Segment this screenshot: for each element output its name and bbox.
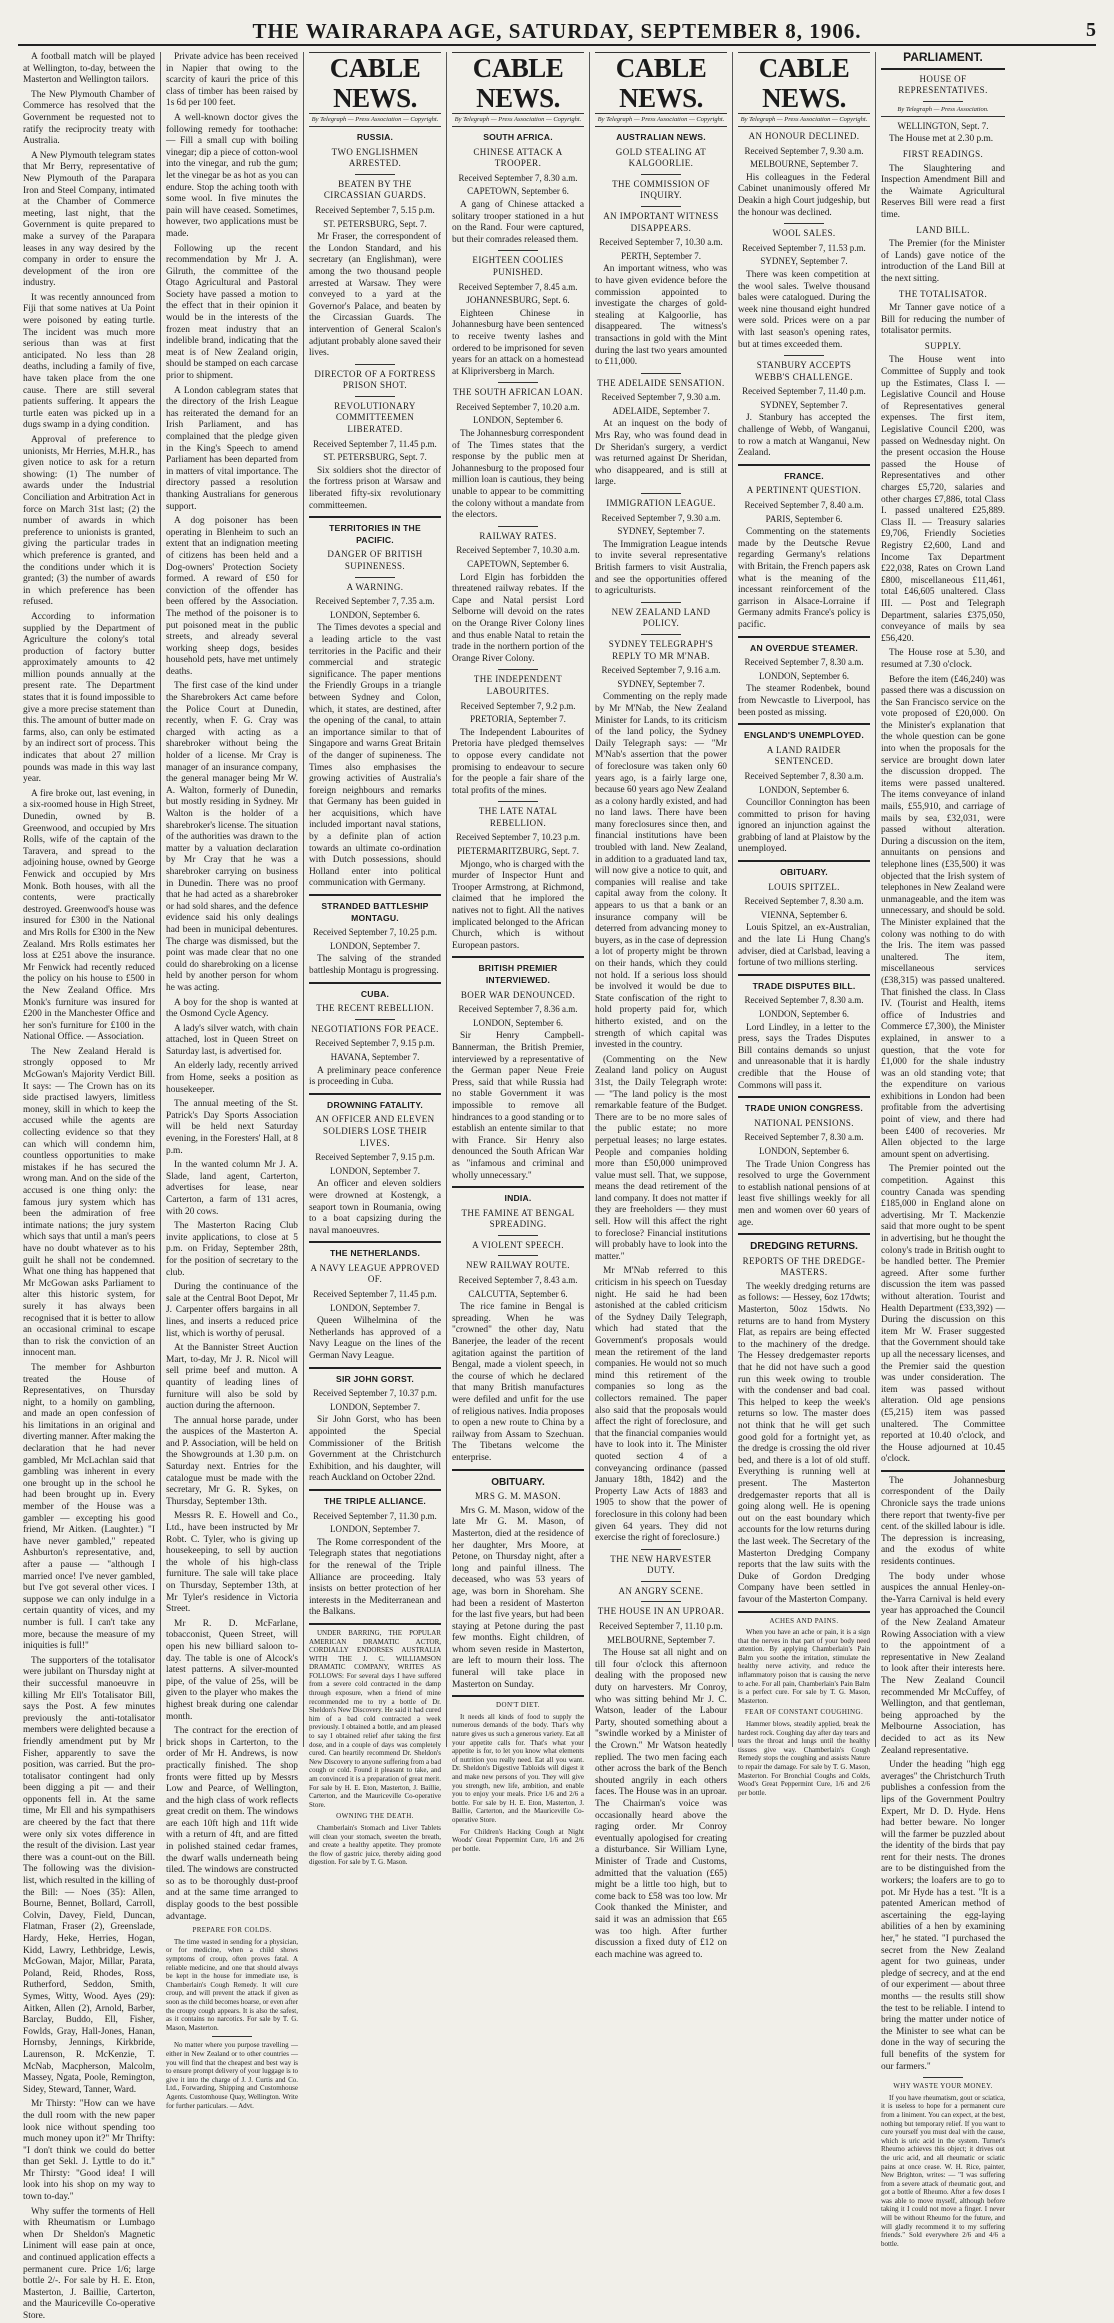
subheading: THE NEW HARVESTER DUTY. bbox=[610, 1553, 712, 1576]
paragraph: At the Bannister Street Auction Mart, to-day, Mr J. R. Nicol will sell prime beef and mutton. A quantity of leading lines of furniture will also be sold by auction during the afternoon. bbox=[166, 1343, 298, 1412]
paragraph: Queen Wilhelmina of the Netherlands has approved of a Navy League on the lines of the German Navy League. bbox=[309, 1316, 441, 1362]
columns bbox=[18, 50, 1096, 2321]
divider bbox=[498, 801, 538, 802]
subheading: LOUIS SPITZEL. bbox=[768, 881, 840, 892]
paragraph: (Commenting on the New Zealand land policy on August 31st, the Daily Telegraph wrote: — "The land policy is the most remarkable feature of the Budget. There are to be no more sales of the public estate; no more perpetual leases; no large estates. People and companies holding more than £50,000 unimproved value must sell. That, we suppose, means the dead retirement of the land company. It does not matter if they are freeholders — they must sell. How will this affect the right to foreclose? Financial institutions will probably have to look into the matter." bbox=[595, 1054, 727, 1262]
dateline: HAVANA, September 7. bbox=[330, 1051, 420, 1062]
divider bbox=[738, 464, 870, 466]
column-1 bbox=[18, 52, 161, 2321]
advertisement: Hammer blows, steadily applied, break the hardest rock. Coughing day after day tears and tears the throat and lungs until the healthy tissues give way. Chamberlain's Cough Remedy stops the coughing and assists Nature to repair the damage. For sale by T. G. Mason, Masterton. For Bronchial Coughs and Colds, Wood's Great Peppermint Cure, 1/6 and 2/6 per bottle. bbox=[738, 1720, 870, 1797]
masthead-title: THE WAIRARAPA AGE, SATURDAY, SEPTEMBER 8, 1906. bbox=[252, 19, 862, 43]
divider bbox=[452, 1469, 584, 1471]
column-4 bbox=[447, 52, 590, 1853]
divider bbox=[641, 1549, 681, 1550]
divider bbox=[452, 956, 584, 958]
divider bbox=[641, 373, 681, 374]
section-heading: BRITISH PREMIER INTERVIEWED. bbox=[478, 963, 558, 985]
divider bbox=[498, 250, 538, 251]
received-line: Received September 7, 10.30 a.m. bbox=[599, 237, 723, 248]
paragraph: The weekly dredging returns are as follows: — Hessey, 6oz 17dwts; Masterton, 50oz 15dwts. No returns are to hand from Mystery Flat, as repairs are being effected to the machinery of the dredge. The Hessey dredgemaster reports that he did not have such a good run this week owing to trouble with the condenser and bad coal. This helped to keep the week's returns so low. The master does not think that he will get such good gold for a fortnight yet, as the dredge is crossing the old river bed, and there is a lot of old stuff. Everything is running well at present. The Masterton dredgemaster reports that all is going along well. He is opening out on the east boundary which accounts for the low returns during the last week. The Secretary of the Masterton Dredging Company reports that the law suits with the Duke of Gordon Dredging Company have been settled in favour of the Masterton Company. bbox=[738, 1281, 870, 1605]
received-line: Received September 7, 8.30 a.m. bbox=[744, 896, 864, 907]
subheading: A PERTINENT QUESTION. bbox=[746, 485, 862, 496]
divider bbox=[498, 1235, 538, 1236]
paragraph: A New Plymouth telegram states that Mr Berry, representative of New Plymouth of the Parapara Iron and Steel Company, intimated at the Chamber of Commerce meeting, last night, that the Government is quite prepared to make a survey of the Parapara leases in any way desired by the company in order to ensure the development of the iron ore industry. bbox=[23, 150, 155, 289]
page-number: 5 bbox=[1086, 19, 1096, 41]
divider bbox=[738, 636, 870, 638]
received-line: Received September 7, 8.40 a.m. bbox=[744, 500, 864, 511]
paragraph: Messrs R. E. Howell and Co., Ltd., have been instructed by Mr Robt. C. Tyler, who is giving up housekeeping, to sell by auction the whole of his high-class furniture. The sale will take place on Thursday, September 13th, at Mr Tyler's residence in Victoria Street. bbox=[166, 1511, 298, 1615]
subheading: SYDNEY TELEGRAPH'S REPLY TO MR M'NAB. bbox=[608, 638, 714, 661]
dateline: LONDON, September 7. bbox=[330, 1524, 420, 1535]
section-heading: OBITUARY. bbox=[491, 1476, 545, 1488]
dateline: LONDON, September 6. bbox=[473, 1017, 563, 1028]
byline: By Telegraph — Press Association — Copyright. bbox=[309, 116, 441, 127]
section-heading: DREDGING RETURNS. bbox=[750, 1241, 858, 1253]
column-7 bbox=[876, 50, 1010, 2248]
paragraph: Commenting on the reply made by Mr M'Nab, the New Zealand Minister for Lands, to its criticism of the land policy, the Sydney Daily Telegraph says: — "Mr M'Nab's assertion that the power of foreclosure was taken only 60 years ago, is a fairly large one, because 60 years ago New Zealand as a colony hardly existed, and had no land laws. There have been many foreclosures since then, and financial institutions have been troubled with land. New Zealand, in addition to a graduated land tax, will now give a notice to quit, and companies will realise and take capital away from the colony. It appears to us that a bank or an insurance company will be deterred from advancing money to buyers, as in the case of depression a lot of property might be thrown on their hands, which they could not hold. If a serious loss should be involved it would be due to State confiscation of the right to hold property paid for, which hitherto existed, and on the strength of which capital was invested in the country. bbox=[595, 692, 727, 1051]
subheading: IMMIGRATION LEAGUE. bbox=[606, 498, 716, 509]
divider bbox=[881, 68, 1005, 70]
column-2 bbox=[161, 52, 304, 2110]
subheading: THE TOTALISATOR. bbox=[898, 288, 988, 299]
dateline: JOHANNESBURG, Sept. 6. bbox=[466, 295, 570, 306]
paragraph: His colleagues in the Federal Cabinet unanimously offered Mr Deakin a high Court judgeship, but the honour was declined. bbox=[738, 172, 870, 218]
paragraph: Mr Fraser, the correspondent of the London Standard, and his secretary (an Englishman), were among the two thousand people arrested at Warsaw. They were conveyed to a yard at the Governor's Palace, and beaten by the Circassian Guards. The intervention of General Scalon's adjutant probably alone saved their lives. bbox=[309, 232, 441, 359]
advertisement: No matter where you purpose travelling — either in New Zealand or to other countries — you will find that the cheapest and best way is to ensure prompt delivery of your luggage is to give it into the charge of J. J. Curtis and Co. Ltd., Forwarding, Shipping and Customhouse Agents. Customhouse Quay, Wellington. Write for further particulars. — Advt. bbox=[166, 2041, 298, 2110]
received-line: Received September 7, 5.15 p.m. bbox=[315, 204, 435, 215]
section-heading: PARLIAMENT. bbox=[903, 50, 983, 64]
received-line: Received September 7, 8.30 a.m. bbox=[744, 995, 864, 1006]
dateline: PRETORIA, September 7. bbox=[470, 714, 566, 725]
section-heading: SIR JOHN GORST. bbox=[336, 1373, 414, 1384]
received-line: Received September 7, 10.37 p.m. bbox=[313, 1388, 437, 1399]
paragraph: Mr M'Nab referred to this criticism in his speech on Tuesday night. He said he had been astonished at the cabled criticism of the Sydney Daily Telegraph, which had stated that the Government's proposals would mean the retirement of the land companies. He would not so much mind this retirement of the companies so long as the collectors remained. The paper also said that the proposals would affect the right of foreclosure, and that the financial companies would have to look into it. The Minister quoted section 4 of a conveyancing ordinance (passed January 18th, 1842) and the Property Law Acts of 1883 and 1905 to show that the power of foreclosure in this colony had been given 64 years. They did not exercise the right of foreclosure.) bbox=[595, 1266, 727, 1544]
dateline: VIENNA, September 6. bbox=[760, 909, 848, 920]
subheading: AN IMPORTANT WITNESS DISAPPEARS. bbox=[603, 210, 719, 233]
divider bbox=[641, 1601, 681, 1602]
dateline: LONDON, September 7. bbox=[330, 1401, 420, 1412]
advertisement: It needs all kinds of food to supply the numerous demands of the body. That's why nature gives us such a generous variety. Eat all your appetite calls for. That's what your appetite is for, to let you know what elements of nutrition you really need. Eat all you want. Dr. Sheldon's Digestive Tabloids will digest it and make new persons of you. They will give you strength, new life, ambition, and enable you to enjoy your meals. Price 1/6 and 2/6 a bottle. For sale by H. E. Eton, Masterton, J. Baillie, Carterton, and the Mauriceville Co-operative Store. bbox=[452, 1712, 584, 1824]
paragraph: Before the item (£46,240) was passed there was a discussion on the San Francisco service on the vote proposed of £20,000. On the Minister's explanation that the whole question can be gone into when the proposals for the service are brought down later the discussion dropped. The items were passed unaltered. The items conveyance of inland mails, £55,910, and carriage of mails by sea, £32,031, were passed without alteration. During a discussion on the item, annuitants on pensions and telephone lines (£35,500) it was objected that the Irish system of telephones in New Zealand were unmanageable, and the item was unnecessary, and should be sold. The Minister explained that the colony was nothing to do with the Iris. The item was passed unaltered. The item, miscellaneous services (£38,315) was passed unaltered. That finished the class. In Class IV. (Tourist and Health, items office of Industries and Commerce £7,300), the Minister explained, in answer to a question, that the vote for £1,000 for the shale industry was an old standing vote; that the expenditure on various exhibitions in London had been profitable from the advertising point of view, and there had been £400 of recoveries. Mr Allen objected to the large amount spent on advertising. bbox=[881, 674, 1005, 1160]
dateline: ST. PETERSBURG, Sept. 7. bbox=[323, 218, 427, 229]
divider bbox=[498, 382, 538, 383]
paragraph: An elderly lady, recently arrived from Home, seeks a position as housekeeper. bbox=[166, 1061, 298, 1095]
paragraph: The Immigration League intends to invite several representative British farmers to visit Australia, and see the opportunities offered to agriculturists. bbox=[595, 539, 727, 597]
paragraph: Sir John Gorst, who has been appointed the Special Commissioner of the British Government at the Christchurch Exhibition, and his daughter, will reach Auckland on October 22nd. bbox=[309, 1415, 441, 1484]
paragraph: According to information supplied by the Department of Agriculture the colony's total production of factory butter approximately amounts to 42 million pounds annually at the present rate. The Department states that it is found impossible to give a more precise statement than this. The amount of butter made on farms, also, can only be estimated by an indirect sort of process. This indicates that about 27 million pounds was made in this way last year. bbox=[23, 611, 155, 785]
subheading: TWO ENGLISHMEN ARRESTED. bbox=[331, 146, 419, 169]
subheading: AN HONOUR DECLINED. bbox=[748, 131, 860, 141]
subheading: NEGOTIATIONS FOR PEACE. bbox=[311, 1023, 439, 1034]
subheading: DANGER OF BRITISH SUPINENESS. bbox=[327, 549, 423, 571]
subheading: FIRST READINGS. bbox=[902, 148, 984, 159]
subheading: THE SOUTH AFRICAN LOAN. bbox=[453, 387, 583, 398]
paragraph: A dog poisoner has been operating in Blenheim to such an extent that an indignation meeting of citizens has been held and a Dog-owners' Protection Society formed. A reward of £50 for conviction of the offender has been offered by the Association. The method of the poisoner is to put poisoned meat in the public streets, and already several working sheep dogs, besides household pets, have met untimely deaths. bbox=[166, 516, 298, 677]
divider bbox=[212, 2036, 252, 2037]
paragraph: The contract for the erection of brick shops in Carterton, to the order of Mr H. Andrews, is now practically finished. The shop fronts were fitted up by Messrs Low and Pearce, of Wellington, and the high class of work reflects great credit on them. The windows are each 10ft high and 11ft wide with a return of 4ft, and are fitted in polished stained cedar frames, the dwarf walls underneath being tiled. The windows are constructed so as to be thoroughly dust-proof and at the same time arranged to display goods to the best possible advantage. bbox=[166, 1726, 298, 1922]
dateline: MELBOURNE, September 7. bbox=[750, 159, 858, 170]
advertisement: If you have rheumatism, gout or sciatica, it is useless to hope for a permanent cure from a liniment. You can expect, at the best, nothing but temporary relief. If you want to cure yourself you must deal with the cause, which is uric acid in the system. Turner's Rheumo achieves this object; it drives out the uric acid, and all rheumatic or sciatic pains at once cease. W. H. Rice, painter, New Brighton, writes: — "I was suffering from a severe attack of rheumatic gout, and got a bottle of Rheumo. After a few doses I was able to move myself, although before taking it I could not move a finger. I never will be without Rheumo for the future, and will gladly recommend it to my suffering friends." Sold everywhere 2/6 and 4/6 a bottle. bbox=[881, 2093, 1005, 2248]
paragraph: The member for Ashburton treated the House of Representatives, on Thursday night, to a homily on gambling, and made an open confession of his limitations in an original and diverting manner. After making the declaration that he had never gambled, Mr McLachlan said that gambling was inherent in every one brought up in the school he had been brought up in. Every member of the House was a gambler — excepting his good friend, Mr Aitken. (Laughter.) "I have never gambled," repeated Ashburton's representative, and, after a pause — "although I married once! I've never gambled, but I've got several other vices. I suppose we can only indulge in a certain quantity of vices, and my number is full. I can't take any more, because the measure of my iniquities is full!" bbox=[23, 1362, 155, 1652]
dateline: WELLINGTON, Sept. 7. bbox=[897, 120, 989, 131]
divider bbox=[309, 1367, 441, 1369]
paragraph: Councillor Connington has been committed to prison for having ignored an injunction against the grabbing of land at Plaistow by the unemployed. bbox=[738, 798, 870, 855]
received-line: Received September 7, 8.30 a.m. bbox=[744, 1132, 864, 1143]
divider bbox=[738, 1611, 870, 1613]
dateline: ADELAIDE, September 7. bbox=[612, 405, 710, 416]
ad-heading: OWNING THE DEATH. bbox=[336, 1812, 414, 1821]
paragraph: The Johannesburg correspondent of the Daily Chronicle says the trade unions there report that twenty-five per cent. of the skilled labour is idle. The depression is increasing, and the exodus of white residents continues. bbox=[881, 1475, 1005, 1568]
received-line: Received September 7, 11.53 p.m. bbox=[742, 242, 866, 253]
section-heading: TRADE UNION CONGRESS. bbox=[745, 1103, 863, 1114]
dateline: LONDON, September 6. bbox=[759, 1145, 849, 1156]
subheading: HOUSE OF REPRESENTATIVES. bbox=[898, 73, 988, 96]
byline: By Telegraph — Press Association — Copyright. bbox=[738, 116, 870, 127]
dateline: LONDON, September 6. bbox=[330, 609, 420, 620]
paragraph: A boy for the shop is wanted at the Osmond Cycle Agency. bbox=[166, 997, 298, 1020]
received-line: Received September 7, 9.15 p.m. bbox=[315, 1152, 435, 1163]
paragraph: The New Plymouth Chamber of Commerce has resolved that the Government be requested not to ratify the reciprocity treaty with Australia. bbox=[23, 89, 155, 147]
dateline: PIETERMARITZBURG, Sept. 7. bbox=[457, 846, 579, 857]
cable-news-banner: CABLE NEWS. bbox=[738, 52, 870, 114]
subheading: THE RECENT REBELLION. bbox=[316, 1003, 434, 1014]
subheading: AN ANGRY SCENE. bbox=[618, 1585, 704, 1596]
received-line: Received September 7, 9.15 p.m. bbox=[315, 1038, 435, 1049]
subheading: NATIONAL PENSIONS. bbox=[754, 1117, 854, 1128]
divider bbox=[738, 1096, 870, 1098]
paragraph: Louis Spitzel, an ex-Australian, and the late Li Hung Chang's adviser, died at Carlsbad, leaving a fortune of two millions sterling. bbox=[738, 923, 870, 969]
section-heading: OBITUARY. bbox=[780, 867, 828, 878]
received-line: Received September 7, 9.30 a.m. bbox=[601, 512, 721, 523]
divider bbox=[923, 2077, 963, 2078]
paragraph: An important witness, who was to have given evidence before the commission appointed to investigate the charges of gold-stealing at Kalgoorlie, has disappeared. The witness's transactions in gold with the Mint during the last two years amounted to £11,000. bbox=[595, 264, 727, 368]
paragraph: The Times devotes a special and a leading article to the vast territories in the Pacific and their commercial and strategic significance. The paper mentions the Friendly Groups in a triangle between Sydney and Colon, which, it states, are destined, after the opening of the canal, to attain an importance similar to that of Singapore and warns Great Britain of the danger of supineness. The Times also emphasises the growing activities of Australia's foreign neighbours and remarks that Germany has been guided in her acquisitions, which have included important naval stations, by a definite plan of action towards an ultimate co-ordination with Dutch possessions, should Holland enter into political communication with Germany. bbox=[309, 623, 441, 889]
paragraph: The steamer Rodenbek, bound from Newcastle to Liverpool, has been posted as missing. bbox=[738, 684, 870, 718]
divider bbox=[309, 1489, 441, 1491]
section-heading: THE TRIPLE ALLIANCE. bbox=[323, 1495, 427, 1506]
divider bbox=[452, 1186, 584, 1188]
subheading: A VIOLENT SPEECH. bbox=[472, 1239, 564, 1250]
subheading: LAND BILL. bbox=[916, 224, 970, 235]
paragraph: Why suffer the torments of Hell with Rheumatism or Lumbago when Dr Sheldon's Magnetic Liniment will ease pain at once, and continued application effects a permanent cure. Price 1/6; large bottle 2/-. For sale by H. E. Eton, Masterton, J. Baillie, Carterton, and the Mauriceville Co-operative Store. bbox=[23, 2206, 155, 2321]
divider bbox=[309, 1241, 441, 1243]
byline: By Telegraph — Press Association. bbox=[881, 106, 1005, 117]
received-line: Received September 7, 8.45 a.m. bbox=[458, 281, 578, 292]
divider bbox=[641, 602, 681, 603]
paragraph: Mr Tanner gave notice of a Bill for reducing the number of totalisator permits. bbox=[881, 303, 1005, 337]
paragraph: The rice famine in Bengal is spreading. When he was "crowned" the other day, Natu Banerjee, the leader of the recent agitation against the partition of Bengal, made a violent speech, in the course of which he declared that many British manufactures were defiled and unfit for the use of religious natives. India proposes to open a new route to China by a railway from Assam to Szechuan. The Tibetans welcome the enterprise. bbox=[452, 1302, 584, 1463]
subheading: THE COMMISSION OF INQUIRY. bbox=[612, 178, 710, 201]
cable-news-banner: CABLE NEWS. bbox=[309, 52, 441, 114]
paragraph: Following up the recent recommendation by Mr J. A. Gilruth, the committee of the Otago Agricultural and Pastoral Society have passed a motion to the effect that in their opinion it would be in the interests of the frozen meat industry that an indelible brand, indicating that the meat is of New Zealand origin, should be stamped on each carcase prior to shipment. bbox=[166, 243, 298, 382]
dateline: CALCUTTA, September 6. bbox=[468, 1288, 568, 1299]
received-line: Received September 7, 8.30 a.m. bbox=[744, 770, 864, 781]
received-line: Received September 7, 9.30 a.m. bbox=[744, 145, 864, 156]
divider bbox=[355, 1019, 395, 1020]
paragraph: The first case of the kind under the Sharebrokers Act came before the Police Court at Dunedin, recently, when F. G. Cray was charged with acting as a sharebroker without being the holder of a license. Mr Cray is manager of an insurance company, the general manager being Mr W. A. Walton, formerly of Dunedin, but mostly residing in Sydney. Mr Walton is the holder of a sharebroker's license. The situation of the authorities was drawn to the matter by a valuation declaration by Mr Cray that he was a sharebroker carrying on business in Dunedin. There was no proof that he had acted as a sharebroker or had sold shares, and the defence evidence said his only dealings had been in municipal debentures. The charge was dismissed, but the point was made clear that no one could do sharebroking on a license held by another person for whom he was acting. bbox=[166, 681, 298, 993]
cable-news-banner: CABLE NEWS. bbox=[452, 52, 584, 114]
masthead bbox=[18, 14, 1096, 46]
section-heading: DROWNING FATALITY. bbox=[327, 1099, 423, 1110]
paragraph: At an inquest on the body of Mrs Ray, who was found dead in Dr Sheridan's surgery, a verdict was returned against Dr Sheridan, who disappeared, and is still at large. bbox=[595, 419, 727, 488]
dateline: LONDON, September 6. bbox=[759, 784, 849, 795]
paragraph: The New Zealand Herald is strongly opposed to Mr McGowan's Majority Verdict Bill. It says: — The Crown has on its side practised lawyers, limitless money, skill in which to keep the accused while the agents are collecting evidence so that they can which will condemn him, countless opportunities to make mistakes if he has secured the wrong man. And on the side of the accused is one thing only: the famous jury system which has been the admiration of free intimate nations; the jury system which says that until a man's peers have no doubt whatever as to his guilt he shall not be condemned. What one thing has happened that Mr McGowan asks Parliament to alter this historic system, for surely it has always been recognised that it is better to allow an occasional criminal to escape than to risk the conviction of an innocent man. bbox=[23, 1046, 155, 1359]
section-heading: AN OVERDUE STEAMER. bbox=[750, 642, 858, 653]
section-heading: RUSSIA. bbox=[356, 132, 394, 142]
divider bbox=[498, 526, 538, 527]
dateline: PERTH, September 7. bbox=[621, 250, 701, 261]
received-line: Received September 7, 11.45 p.m. bbox=[313, 438, 437, 449]
paragraph: The House met at 2.30 p.m. bbox=[889, 134, 994, 145]
paragraph: A fire broke out, last evening, in a six-roomed house in High Street, Dunedin, owned by B. Greenwood, and occupied by Mrs Rolls, wife of the captain of the Taravera, and spread to the adjoining house, owned by George Fenwick and occupied by Mrs Monk. Both houses, with all the contents, were practically destroyed. Greenwood's house was insured for £300 in the National and Mrs Rolls for £300 in the New Zealand. Mrs Rolls estimates her loss at £251 above the insurance. Mr Fenwick had recently reduced the policy on his house to £500 in the New Zealand Office. Mrs Monk's furniture was insured for £200 in the Manchester Office and her son's furniture for £100 in the National Office. — Association. bbox=[23, 788, 155, 1043]
divider bbox=[641, 634, 681, 635]
paragraph: A London cablegram states that the directory of the Irish League has reiterated the demand for an Irish Parliament, and has complained that the pledge given in the King's Speech to amend Parliament has been departed from in matters of vital importance. The directory passed a resolution thanking Australians for generous support. bbox=[166, 385, 298, 512]
divider bbox=[309, 1623, 441, 1625]
subheading: A LAND RAIDER SENTENCED. bbox=[766, 744, 842, 767]
dateline: LONDON, September 7. bbox=[330, 1302, 420, 1313]
paragraph: During the continuance of the sale at the Central Boot Depot, Mr J. Carpenter offers bargains in all lines, and inserts a reduced price list, which is worthy of perusal. bbox=[166, 1282, 298, 1339]
paragraph: The Premier (for the Minister of Lands) gave notice of the introduction of the Land Bill at the next sitting. bbox=[881, 239, 1005, 284]
received-line: Received September 7, 10.20 a.m. bbox=[456, 401, 580, 412]
received-line: Received September 7, 8.43 a.m. bbox=[458, 1275, 578, 1286]
section-heading: TERRITORIES IN THE PACIFIC. bbox=[329, 523, 421, 545]
divider bbox=[738, 1233, 870, 1235]
subheading: A NAVY LEAGUE APPROVED OF. bbox=[310, 1262, 440, 1285]
received-line: Received September 7, 10.30 a.m. bbox=[456, 545, 580, 556]
dateline: LONDON, September 7. bbox=[330, 940, 420, 951]
subheading: REVOLUTIONARY COMMITTEEMEN LIBERATED. bbox=[334, 400, 416, 435]
received-line: Received September 7, 8.30 a.m. bbox=[458, 172, 578, 183]
advertisement: When you have an ache or pain, it is a sign that the nerves in that part of your body need attention. By applying Chamberlain's Pain Balm you soothe the irritation, stimulate the healthy nerve activity, and reduce the inflammatory poison that is causing the nerve to ache. For all pain, Chamberlain's Pain Balm is a perfect cure. For sale by T. G. Mason, Masterton. bbox=[738, 1628, 870, 1705]
dateline: PARIS, September 6. bbox=[765, 513, 843, 524]
divider bbox=[641, 1581, 681, 1582]
divider bbox=[641, 174, 681, 175]
subheading: WOOL SALES. bbox=[772, 228, 836, 239]
received-line: Received September 7, 9.2 p.m. bbox=[460, 700, 576, 711]
section-heading: STRANDED BATTLESHIP MONTAGU. bbox=[321, 901, 429, 923]
dateline: LONDON, September 6. bbox=[759, 1009, 849, 1019]
paragraph: The body under whose auspices the annual Henley-on-the-Yarra Carnival is held every year has approached the Council of the New Zealand Amateur Rowing Association with a view to the appointment of a representative in New Zealand to look after their interests here. The New Zealand Council recommended Mr McCuffey, of Wellington, and that gentleman, being approached by the Melbourne Association, has decided to act as its New Zealand representative. bbox=[881, 1571, 1005, 1756]
ad-heading: PREPARE FOR COLDS. bbox=[192, 1926, 272, 1935]
paragraph: The House sat all night and on till four o'clock this afternoon dealing with the proposed new duty on harvesters. Mr Conroy, who was sitting behind Mr J. C. Watson, leader of the Labour Party, shouted something about a "swindle worked by a Minister of the Crown." Mr Watson heatedly replied. The two men facing each other across the bark of the Bench shouted angrily in each others faces. The House was in an uproar. The Chairman's voice was occasionally heard above the raging order. Mr Conroy eventually apologised for creating a disturbance. Sir William Lyne, Minister of Trade and Customs, admitted that the valuation (£65) might be a little too high, but to come back to £58 was too low. Mr Cook thanked the Minister, and said it was an admission that £65 was too high. After further discussion a fixed duty of £12 on each machine was agreed to. bbox=[595, 1648, 727, 1960]
subheading: BOER WAR DENOUNCED. bbox=[460, 989, 576, 1000]
divider bbox=[309, 982, 441, 984]
divider bbox=[784, 223, 824, 224]
received-line: Received September 7, 7.35 a.m. bbox=[315, 596, 435, 607]
paragraph: Under the heading "high egg averages" the Christchurch Truth publishes a confession from the lips of the Government Poultry Expert, Mr D. D. Hyde. Hens had better beware. No longer will the farmer be puzzled about the identity of the birds that pay rent for their nests. The drones are to be distinguished from the workers; the loafers are to go to pot. Mr Hyde has a test. "It is a patented American method of ascertaining the egg-laying abilities of a hen by examining her," he stated. "I purchased the secret from the New Zealand agent for two guineas, under pledge of secrecy, and at the end of our experiment — about three months — the results still show the test to be reliable. I intend to bring the matter under notice of the Minister to see what can be done in the way of securing the full benefits of the system for our farmers." bbox=[881, 1760, 1005, 2072]
paragraph: The Masterton Racing Club invite applications, to close at 5 p.m. on Friday, September 28th, for the position of secretary to the club. bbox=[166, 1221, 298, 1278]
paragraph: The House rose at 5.30, and resumed at 7.30 o'clock. bbox=[881, 648, 1005, 670]
divider bbox=[498, 669, 538, 670]
subheading: GOLD STEALING AT KALGOORLIE. bbox=[615, 146, 707, 169]
paragraph: Mrs G. M. Mason, widow of the late Mr G. M. Mason, of Masterton, died at the residence of her daughter, Mrs Moore, at Petone, on Thursday night, after a long and painful illness. The deceased, who was 53 years of age, was born in Shoreham. She had been a resident of Masterton for the last five years, but had been staying at Petone during the past few months. Eight children, of whom seven reside in Masterton, are left to mourn their loss. The funeral will take place in Masterton on Sunday. bbox=[452, 1505, 584, 1690]
paragraph: Private advice has been received in Napier that owing to the scarcity of kauri the price of this class of timber has been raised by 1s 6d per 100 feet. bbox=[166, 52, 298, 109]
divider bbox=[309, 894, 441, 896]
paragraph: The Johannesburg correspondent of The Times states that the response by the public men at Johannesburg to the proposed four million loan is cautious, they being unable to appear to be committing the colony without a mandate from the electors. bbox=[452, 429, 584, 521]
subheading: BEATEN BY THE CIRCASSIAN GUARDS. bbox=[323, 178, 427, 201]
section-heading: TRADE DISPUTES BILL. bbox=[752, 980, 856, 991]
section-heading: FRANCE. bbox=[784, 470, 824, 481]
paragraph: The supporters of the totalisator were jubilant on Thursday night at their successful manoeuvre in killing Mr Ell's Totalisator Bill, says the Post. A few minutes previously the anti-totalisator members were delighted because a friendly amendment put by Mr Fisher, apparently to save the position, was carried. But the pro-totalisator contingent had only been digging a pit — and their opponents fell in. At the same time, Mr Ell and his sympathisers are cheered by the fact that there were only six votes difference in the result of the division. Last year there was a count-out on the Bill. The following was the division-list, which resulted in the killing of the Bill: — Noes (35): Allen, Bourne, Bennet, Bollard, Carroll, Colvin, Davey, Field, Duncan, Flatman, Fraser (2), Greenslade, Hardy, Heke, Herries, Hogan, Kidd, Lawry, Lethbridge, Lewis, McGowan, Major, Millar, Parata, Poland, Reid, Rhodes, Ross, Rutherford, Seddon, Smith, Symes, Witty, Wood. Ayes (29): Aitken, Allen (2), Arnold, Barber, Barclay, Buddo, Ell, Fisher, Fowlds, Gray, Hall-Jones, Hanan, Hornsby, Jennings, Kirkbride, Laurenson, R. McKenzie, T. McNab, Macpherson, Malcolm, Massey, Ngata, Poole, Remington, Sidey, Steward, Tanner, Ward. bbox=[23, 1655, 155, 2095]
paragraph: Mjongo, who is charged with the murder of Inspector Hunt and Trooper Armstrong, at Richmond, claimed that he implored the natives not to fight. All the natives implicated belonged to the African Church, which is without European pastors. bbox=[452, 859, 584, 951]
subheading: AN OFFICER AND ELEVEN SOLDIERS LOSE THEIR LIVES. bbox=[315, 1114, 435, 1148]
paragraph: The Independent Labourites of Pretoria have pledged themselves to oppose every candidate not promising to endeavour to secure for the people a fair share of the total profits of the mines. bbox=[452, 727, 584, 796]
byline: By Telegraph — Press Association — Copyright. bbox=[595, 116, 727, 127]
received-line: Received September 7, 8.36 a.m. bbox=[458, 1004, 578, 1015]
dateline: CAPETOWN, September 6. bbox=[467, 186, 569, 197]
paragraph: A well-known doctor gives the following remedy for toothache: — Fill a small cup with boiling vinegar; dip a piece of cotton-wool into the vinegar, and rub the gum; let the vinegar be as hot as you can endure. Stop the aching tooth with some wool. In five minutes the pain will have ceased. Sometimes, however, two applications must be made. bbox=[166, 112, 298, 239]
divider bbox=[784, 355, 824, 356]
section-heading: CUBA. bbox=[360, 988, 390, 999]
dateline: ST. PETERSBURG, Sept. 7. bbox=[323, 452, 427, 463]
subheading: THE ADELAIDE SENSATION. bbox=[597, 377, 725, 388]
dateline: MELBOURNE, September 7. bbox=[607, 1634, 715, 1645]
subheading: DIRECTOR OF A FORTRESS PRISON SHOT. bbox=[314, 368, 436, 391]
column-5 bbox=[590, 52, 733, 1960]
dateline: SYDNEY, September 7. bbox=[617, 526, 705, 537]
divider bbox=[309, 516, 441, 518]
subheading: A WARNING. bbox=[346, 581, 404, 592]
subheading: MRS G. M. MASON. bbox=[475, 1491, 561, 1502]
divider bbox=[355, 174, 395, 175]
paragraph: Lord Elgin has forbidden the threatened railway rebates. If the Cape and Natal persist Lord Selborne will devoid on the rates on the Orange River Colony lines and thus enable Natal to retain the trade in the northern portion of the Orange River Colony. bbox=[452, 572, 584, 664]
advertisement: For Children's Hacking Cough at Night Woods' Great Peppermint Cure, 1/6 and 2/6 per bottle. bbox=[452, 1827, 584, 1853]
divider bbox=[641, 206, 681, 207]
section-heading: AUSTRALIAN NEWS. bbox=[616, 132, 706, 142]
paragraph: The Slaughtering and Inspection Amendment Bill and the Waimate Agricultural Reserves Bill were read a first time. bbox=[881, 163, 1005, 220]
divider bbox=[309, 1093, 441, 1095]
divider bbox=[881, 1470, 1005, 1472]
paragraph: Mr R. D. McFarlane, tobacconist, Queen Street, will open his new billiard saloon to-day. The table is one of Alcock's latest patterns. A silver-mounted pipe, of the value of 25s, will be given to the player who makes the highest break during one calendar month. bbox=[166, 1618, 298, 1722]
received-line: Received September 7, 9.30 a.m. bbox=[601, 392, 721, 403]
subheading: SUPPLY. bbox=[924, 340, 962, 351]
dateline: SYDNEY, September 7. bbox=[760, 399, 848, 410]
ad-heading: WHY WASTE YOUR MONEY. bbox=[893, 2082, 993, 2091]
paragraph: Sir Henry Campbell-Bannerman, the British Premier, interviewed by a representative of the German paper Neue Freie Press, said that while Russia had no stable Government it was impossible to remove all hindrances to a good standing or to establish an entente similar to that with France. Sir Henry also denounced the South African War as "infamous and criminal and wholly unnecessary." bbox=[452, 1031, 584, 1181]
paragraph: The Premier pointed out the competition. Against this country Canada was spending £185,000 in England alone on advertising. Mr T. Mackenzie said that more ought to be spent in advertising, but he thought the colony's trade in British ought to be handled better. The Premier agreed. After some further discussion the item was passed without alteration. Tourist and Health Department (£33,392) — During the discussion on this item Mr W. Fraser suggested that the Government should take up all the necessary licenses, and the Premier said the question was under consideration. The item was passed without alteration. Old age pensions (£5,215) item was passed unaltered. The Committee reported at 10.40 o'clock, and the House adjourned at 10.45 o'clock. bbox=[881, 1164, 1005, 1465]
received-line: Received September 7, 11.45 p.m. bbox=[313, 1289, 437, 1300]
paragraph: Lord Lindley, in a letter to the press, says the Trades Disputes Bill contains demands so unjust and unreasonable that it is hardly credible that the House of Commons will pass it. bbox=[738, 1022, 870, 1091]
paragraph: It was recently announced from Fiji that some natives at Ua Point were poisoned by eating turtle. The incident was much more serious than was at first anticipated. No less than 28 deaths, including a family of five, have taken place from the one cause. There are still several patients suffering. It appears the turtle eaten was picked up in a dugs swamp in a dying condition. bbox=[23, 292, 155, 431]
paragraph: An officer and eleven soldiers were drowned at Kostengk, a seaport town in Roumania, owing to a boat capsizing during the naval manoeuvres. bbox=[309, 1179, 441, 1236]
dateline: LONDON, September 7. bbox=[330, 1165, 420, 1176]
paragraph: Commenting on the statements made by the Deutsche Revue regarding Germany's relations with Britain, the French papers ask what is the meaning of the incessant reinforcement of the garrison in Alsace-Lorraine if Germany admits France's policy is pacific. bbox=[738, 527, 870, 630]
paragraph: In the wanted column Mr J. A. Slade, land agent, Carterton, advertises for lease, near Carterton, a farm of 131 acres, with 20 cows. bbox=[166, 1160, 298, 1217]
paragraph: There was keen competition at the wool sales. Twelve thousand bales were catalogued. During the week nine thousand eight hundred were sold. Prices were on a par with last season's opening rates, but at times exceeded them. bbox=[738, 269, 870, 350]
dateline: LONDON, September 6. bbox=[473, 415, 563, 426]
column-3 bbox=[304, 52, 447, 1867]
subheading: THE INDEPENDENT LABOURITES. bbox=[473, 674, 563, 696]
received-line: Received September 7, 11.30 p.m. bbox=[313, 1510, 437, 1521]
paragraph: The annual horse parade, under the auspices of the Masterton A. and P. Association, will be held on the Showgrounds at 1.30 p.m. on Saturday next. Entries for the catalogue must be made with the secretary, Mr G. R. Sykes, on Thursday, September 13th. bbox=[166, 1415, 298, 1507]
received-line: Received September 7, 8.30 a.m. bbox=[744, 657, 864, 668]
received-line: Received September 7, 10.23 p.m. bbox=[456, 832, 580, 843]
received-line: Received September 7, 10.25 p.m. bbox=[313, 927, 437, 938]
section-heading: INDIA. bbox=[504, 1193, 532, 1204]
dateline: SYDNEY, September 7. bbox=[617, 678, 705, 689]
paragraph: A gang of Chinese attacked a solitary trooper stationed in a hut on the Rand. Four were captured, but their comrades released them. bbox=[452, 199, 584, 245]
subheading: REPORTS OF THE DREDGE-MASTERS. bbox=[742, 1255, 866, 1278]
divider bbox=[738, 860, 870, 862]
ad-heading: ACHES AND PAINS. bbox=[769, 1616, 839, 1625]
divider bbox=[498, 1255, 538, 1256]
received-line: Received September 7, 11.10 p.m. bbox=[599, 1621, 723, 1632]
received-line: Received September 7, 9.16 a.m. bbox=[601, 665, 721, 676]
subheading: NEW RAILWAY ROUTE. bbox=[466, 1260, 570, 1271]
section-heading: SOUTH AFRICA. bbox=[483, 132, 553, 142]
paragraph: A lady's silver watch, with chain attached, lost in Queen Street on Saturday last, is advertised for. bbox=[166, 1023, 298, 1057]
divider bbox=[355, 577, 395, 578]
subheading: THE HOUSE IN AN UPROAR. bbox=[597, 1606, 725, 1617]
paragraph: The Trade Union Congress has resolved to urge the Government to establish national pensions of at least five shillings weekly for all men and women over 60 years of age. bbox=[738, 1159, 870, 1228]
subheading: CHINESE ATTACK A TROOPER. bbox=[473, 146, 563, 169]
column-6 bbox=[733, 52, 876, 1797]
cable-news-banner: CABLE NEWS. bbox=[595, 52, 727, 114]
divider bbox=[452, 1695, 584, 1697]
advertisement: Chamberlain's Stomach and Liver Tablets will clean your stomach, sweeten the breath, and create a healthy appetite. They promote the flow of gastric juice, thereby aiding good digestion. For sale by T. G. Mason. bbox=[309, 1823, 441, 1867]
paragraph: A football match will be played at Wellington, to-day, between the Masterton and Wellington tailors. bbox=[23, 52, 155, 86]
section-heading: ENGLAND'S UNEMPLOYED. bbox=[744, 730, 864, 741]
subheading: THE FAMINE AT BENGAL SPREADING. bbox=[461, 1207, 575, 1230]
subheading: EIGHTEEN COOLIES PUNISHED. bbox=[472, 255, 564, 277]
divider bbox=[641, 493, 681, 494]
dateline: LONDON, September 6. bbox=[759, 670, 849, 681]
subheading: STANBURY ACCEPTS WEBB'S CHALLENGE. bbox=[755, 360, 853, 382]
advertisement: UNDER BARRING, THE POPULAR AMERICAN DRAMATIC ACTOR, CORDIALLY ENDORSES AUSTRALIA WITH THE J. C. WILLIAMSON DRAMATIC COMPANY, WRITES AS FOLLOWS: For several days I have suffered from a severe cold contracted in the damp through exposure, when a friend of mine recommended me to try a bottle of Dr. Sheldon's New Discovery. He said it had cured him of a bad cold contracted a week previously. I obtained a bottle, and am pleased to say I obtained relief after taking the first dose, and in a couple of days was completely cured. Can heartily recommend Dr. Sheldon's New Discovery to anyone suffering from a bad cough or cold. Found it pleasant to take, and am convinced it is a preparation of great merit. For sale by H. E. Eton, Masterton, J. Baillie, Carterton, and the Mauriceville Co-operative Store. bbox=[309, 1628, 441, 1809]
dateline: SYDNEY, September 7. bbox=[760, 256, 848, 267]
divider bbox=[355, 396, 395, 397]
paragraph: A preliminary peace conference is proceeding in Cuba. bbox=[309, 1065, 441, 1088]
paragraph: Eighteen Chinese in Johannesburg have been sentenced to receive twenty lashes and ordered to be imprisoned for seven years for an attack on a homestead at Klipriversberg in March. bbox=[452, 308, 584, 377]
paragraph: The Rome correspondent of the Telegraph states that negotiations for the renewal of the Triple Alliance are proceeding. Italy insists on better protection of her interests in the Mediterranean and the Balkans. bbox=[309, 1537, 441, 1618]
paragraph: J. Stanbury has accepted the challenge of Webb, of Wanganui, to row a match at Wanganui, New Zealand. bbox=[738, 413, 870, 459]
paragraph: Six soldiers shot the director of the fortress prison at Warsaw and liberated fifty-six revolutionary committeemen. bbox=[309, 465, 441, 511]
paragraph: The House went into Committee of Supply and took up the Estimates, Class I. — Legislative Council and House of Representatives general expenses. The first item, Legislative Council £200, was passed on Wednesday night. On the present occasion the House passed the House of Representatives and other charges £5,720, salaries and other charges £7,886, total Class I. passed unaltered £25,889. Class II. — Treasury salaries £9,706, Friendly Societies Registry £2,600, Land and Income Tax Department £22,038, Rates on Crown Land £800, miscellaneous £11,461, total £46,605 unaltered. Class III. — Post and Telegraph Department, salaries £375,050, conveyance of mails by sea £56,420. bbox=[881, 355, 1005, 644]
dateline: CAPETOWN, September 6. bbox=[467, 559, 569, 569]
ad-heading: FEAR OF CONSTANT COUGHING. bbox=[744, 1708, 864, 1717]
divider bbox=[738, 974, 870, 976]
paragraph: The salving of the stranded battleship Montagu is progressing. bbox=[309, 954, 441, 976]
paragraph: Mr Thirsty: "How can we have the dull room with the new paper look nice without spending too much money upon it?" Mr Thrifty: "I don't think we could do better than get Sekl. J. Lyttle to do it." Mr Thirsty: "Good idea! I will look into his shop on my way to town to-day." bbox=[23, 2099, 155, 2203]
ad-heading: DON'T DIET. bbox=[496, 1701, 540, 1710]
divider bbox=[738, 723, 870, 725]
paragraph: The annual meeting of the St. Patrick's Day Sports Association will be held next Saturday evening, in the Foresters' Hall, at 8 p.m. bbox=[166, 1099, 298, 1156]
subheading: NEW ZEALAND LAND POLICY. bbox=[611, 606, 711, 629]
subheading: THE LATE NATAL REBELLION. bbox=[478, 806, 558, 828]
divider bbox=[355, 364, 395, 365]
advertisement: The time wasted in sending for a physician, or for medicine, when a child shows symptoms of croup, often proves fatal. A reliable medicine, and one that should always be kept in the house for immediate use, is Chamberlain's Cough Remedy. It will cure croup, and will prevent the attack if given as soon as the child becomes hoarse, or even after the croupy cough appears. It is also the safest, as it contains no narcotics. For sale by T. G. Mason, Masterton. bbox=[166, 1937, 298, 2032]
section-heading: THE NETHERLANDS. bbox=[329, 1248, 421, 1259]
byline: By Telegraph — Press Association — Copyright. bbox=[452, 116, 584, 127]
subheading: RAILWAY RATES. bbox=[479, 530, 557, 541]
divider bbox=[923, 101, 963, 102]
paragraph: Approval of preference to unionists, Mr Herries, M.H.R., has given notice to ask for a return showing: (1) The number of awards under the Industrial Conciliation and Arbitration Act in force on March 31st last; (2) the number of awards in which preference to unionists is granted, giving the particular trades in which preference is granted, and the conditions under which it is granted; (3) the number of awards in which preference has been refused. bbox=[23, 435, 155, 608]
received-line: Received September 7, 11.40 p.m. bbox=[742, 386, 866, 397]
